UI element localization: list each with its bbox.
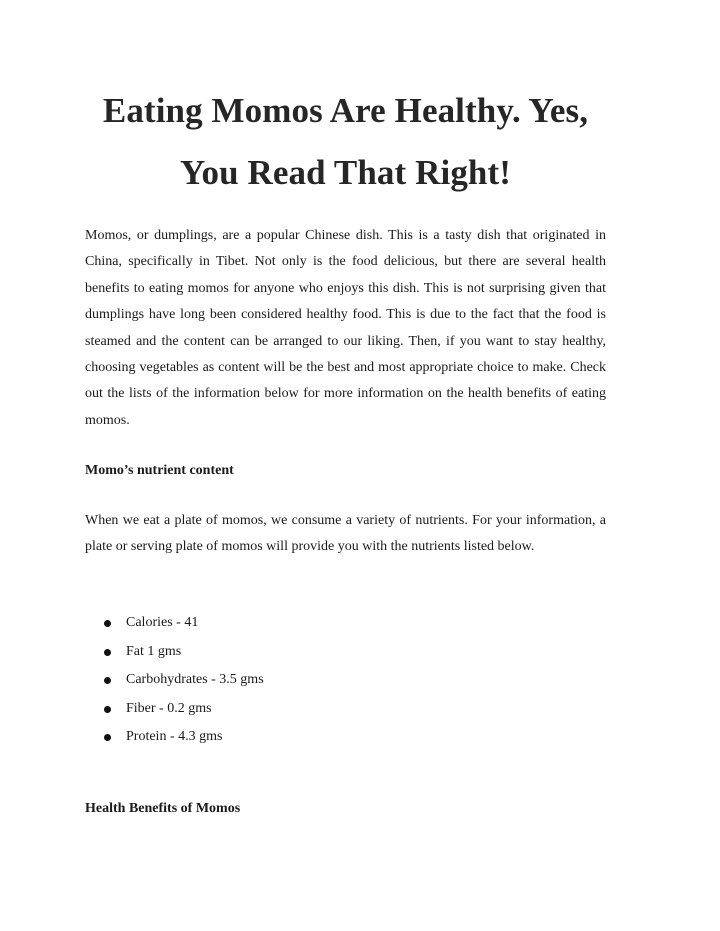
bullet-icon [104, 706, 111, 713]
nutrient-carbohydrates: Carbohydrates - 3.5 gms [126, 672, 264, 688]
section-heading-nutrients: Momo’s nutrient content [85, 463, 234, 478]
bullet-icon [104, 677, 111, 684]
article-title: Eating Momos Are Healthy. Yes, You Read That Right! [102, 91, 589, 192]
nutrient-fiber: Fiber - 0.2 gms [126, 700, 212, 716]
list-item [85, 638, 264, 667]
list-item [85, 723, 264, 752]
section-heading-health-benefits: Health Benefits of Momos [85, 801, 241, 816]
list-item [85, 695, 264, 724]
list-item [85, 609, 264, 638]
nutrient-list [85, 609, 264, 752]
bullet-icon [104, 620, 111, 627]
list-item [85, 666, 264, 695]
nutrients-paragraph: When we eat a plate of momos, we consume a variety of nutrients. For your information, a plate or serving plate of momos will provide you with the nutrients listed below. [85, 513, 606, 555]
intro-paragraph: Momos, or dumplings, are a popular Chinese dish. This is a tasty dish that originated in China, specifically in Tibet. Not only is the food delicious, but there are several health benefits to eating momos for anyone who enjoys this dish. This is not surprising given that dumplings have long been considered healthy food. This is due to the fact that the food is steamed and the content can be arranged to our liking. Then, if you want to stay healthy, choosing vegetables as content will be the best and most appropriate choice to make. Check out the lists of the information below for more information on the health benefits of eating momos. [85, 228, 606, 428]
nutrient-protein: Protein - 4.3 gms [126, 729, 223, 745]
bullet-icon [104, 649, 111, 656]
document-page [85, 0, 606, 816]
nutrient-calories: Calories - 41 [126, 615, 199, 630]
nutrient-fat: Fat 1 gms [126, 643, 182, 659]
bullet-icon [104, 734, 111, 741]
